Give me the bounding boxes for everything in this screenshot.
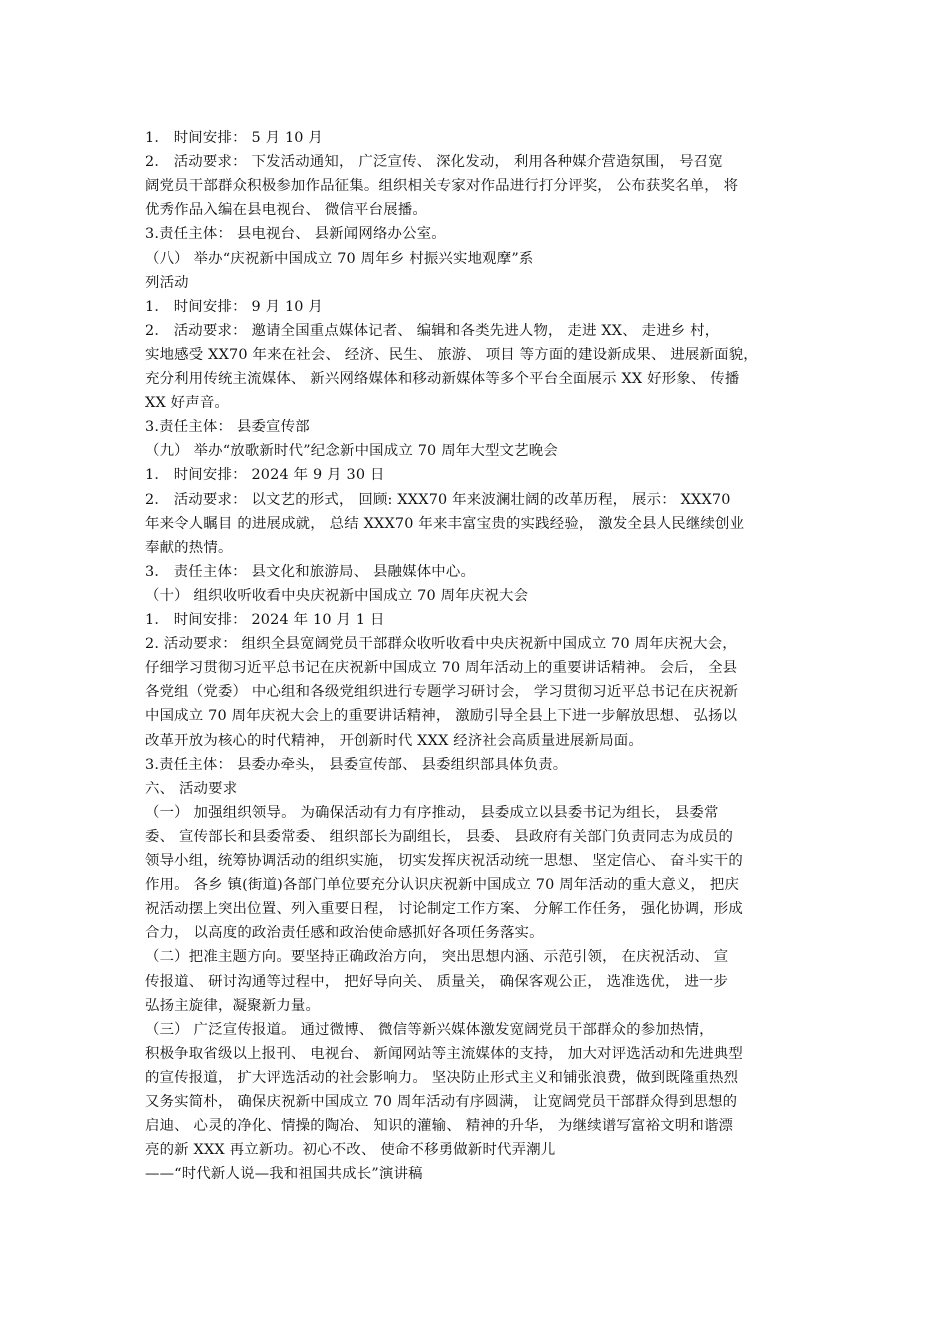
text-line: 2. 活动要求： 组织全县宽阔党员干部群众收听收看中央庆祝新中国成立 70 周年庆祝大会， <box>145 636 737 653</box>
text-line: 弘扬主旋律，凝聚新力量。 <box>145 997 321 1014</box>
text-line: （一） 加强组织领导。 为确保活动有力有序推动， 县委成立以县委书记为组长， 县委常 <box>145 804 719 821</box>
text-line: 列活动 <box>145 274 189 291</box>
text-line: 2． 活动要求： 邀请全国重点媒体记者、 编辑和各类先进人物， 走进 XX、 走进乡 村， <box>145 322 720 339</box>
text-line: 委、 宣传部长和县委常委、 组织部长为副组长， 县委、 县政府有关部门负责同志为成员的 <box>145 828 734 845</box>
text-line: 优秀作品入编在县电视台、 微信平台展播。 <box>145 202 427 219</box>
text-line: 各党组（党委） 中心组和各级党组织进行专题学习研讨会， 学习贯彻习近平总书记在庆祝新 <box>145 684 739 701</box>
text-line: 合力， 以高度的政治责任感和政治使命感抓好各项任务落实。 <box>145 925 544 942</box>
text-line: 3.责任主体： 县委办牵头， 县委宣传部、 县委组织部具体负责。 <box>145 756 568 773</box>
text-line: 1． 时间安排： 9 月 10 月 <box>145 298 324 315</box>
text-line: 1． 时间安排： 2024 年 9 月 30 日 <box>145 467 385 484</box>
text-line: 奉献的热情。 <box>145 539 233 556</box>
text-line: ——“时代新人说—我和祖国共成长”演讲稿 <box>145 1166 423 1183</box>
text-line: 传报道、 研讨沟通等过程中， 把好导向关、 质量关， 确保客观公正， 选准选优， 进一步 <box>145 973 729 990</box>
text-line: 改革开放为核心的时代精神， 开创新时代 XXX 经济社会高质量进展新局面。 <box>145 732 643 749</box>
text-line: 3． 责任主体： 县文化和旅游局、 县融媒体中心。 <box>145 563 476 580</box>
text-line: 3.责任主体： 县电视台、 县新闻网络办公室。 <box>145 226 446 243</box>
text-line: （八） 举办“庆祝新中国成立 70 周年乡 村振兴实地观摩”系 <box>145 250 534 267</box>
text-line: 亮的新 XXX 再立新功。初心不改、 使命不移勇做新时代弄潮儿 <box>145 1142 556 1159</box>
text-line: 实地感受 XX70 年来在社会、 经济、民生、 旅游、 项目 等方面的建设新成果、 进展新面貌， <box>145 346 758 363</box>
text-line: 仔细学习贯彻习近平总书记在庆祝新中国成立 70 周年活动上的重要讲话精神。 会后， 全县 <box>145 660 738 677</box>
text-line: 阔党员干部群众积极参加作品征集。组织相关专家对作品进行打分评奖， 公布获奖名单， 将 <box>145 178 739 195</box>
text-line: 3.责任主体： 县委宣传部 <box>145 419 310 436</box>
text-line: 的宣传报道， 扩大评选活动的社会影响力。 坚决防止形式主义和铺张浪费，做到既隆重热烈 <box>145 1069 739 1086</box>
text-line: 领导小组，统筹协调活动的组织实施， 切实发挥庆祝活动统一思想、 坚定信心、 奋斗实干的 <box>145 853 743 869</box>
text-line: 六、 活动要求 <box>145 780 238 797</box>
text-line: （十） 组织收听收看中央庆祝新中国成立 70 周年庆祝大会 <box>145 587 529 604</box>
text-line: 1． 时间安排： 5 月 10 月 <box>145 130 324 146</box>
text-line: 1． 时间安排： 2024 年 10 月 1 日 <box>145 612 385 628</box>
text-line: 中国成立 70 周年庆祝大会上的重要讲话精神， 激励引导全县上下进一步解放思想、 弘扬以 <box>145 708 738 725</box>
text-line: 积极争取省级以上报刊、 电视台、 新闻网站等主流媒体的支持， 加大对评选活动和先进典型 <box>145 1045 743 1062</box>
text-line: 作用。 各乡 镇(街道)各部门单位要充分认识庆祝新中国成立 70 周年活动的重大意义， 把庆 <box>145 877 740 894</box>
text-line: （三） 广泛宣传报道。 通过微博、 微信等新兴媒体激发宽阔党员干部群众的参加热情， <box>145 1021 714 1038</box>
text-line: XX 好声音。 <box>145 395 230 412</box>
text-line: 2． 活动要求： 以文艺的形式， 回顾: XXX70 年来波澜壮阔的改革历程， 展示： XXX70 <box>145 491 731 508</box>
text-line: （二）把准主题方向。要坚持正确政治方向， 突出思想内涵、示范引领， 在庆祝活动、 宣 <box>145 949 729 966</box>
text-line: 充分利用传统主流媒体、 新兴网络媒体和移动新媒体等多个平台全面展示 XX 好形象、 传播 <box>145 371 740 387</box>
text-line: （九） 举办“放歌新时代”纪念新中国成立 70 周年大型文艺晚会 <box>145 443 558 460</box>
text-line: 2． 活动要求： 下发活动通知， 广泛宣传、 深化发动， 利用各种媒介营造氛围， 号召宽 <box>145 154 723 171</box>
text-line: 又务实简朴， 确保庆祝新中国成立 70 周年活动有序圆满， 让宽阔党员干部群众得到思想的 <box>145 1094 738 1110</box>
text-line: 启迪、 心灵的净化、情操的陶冶、 知识的灌输、 精神的升华， 为继续谱写富裕文明和谐漂 <box>145 1118 734 1135</box>
text-line: 年来令人瞩目 的进展成就， 总结 XXX70 年来丰富宝贵的实践经验， 激发全县人民继续创业 <box>145 515 745 532</box>
text-line: 祝活动摆上突出位置、列入重要日程， 讨论制定工作方案、 分解工作任务， 强化协调，形成 <box>145 901 743 918</box>
